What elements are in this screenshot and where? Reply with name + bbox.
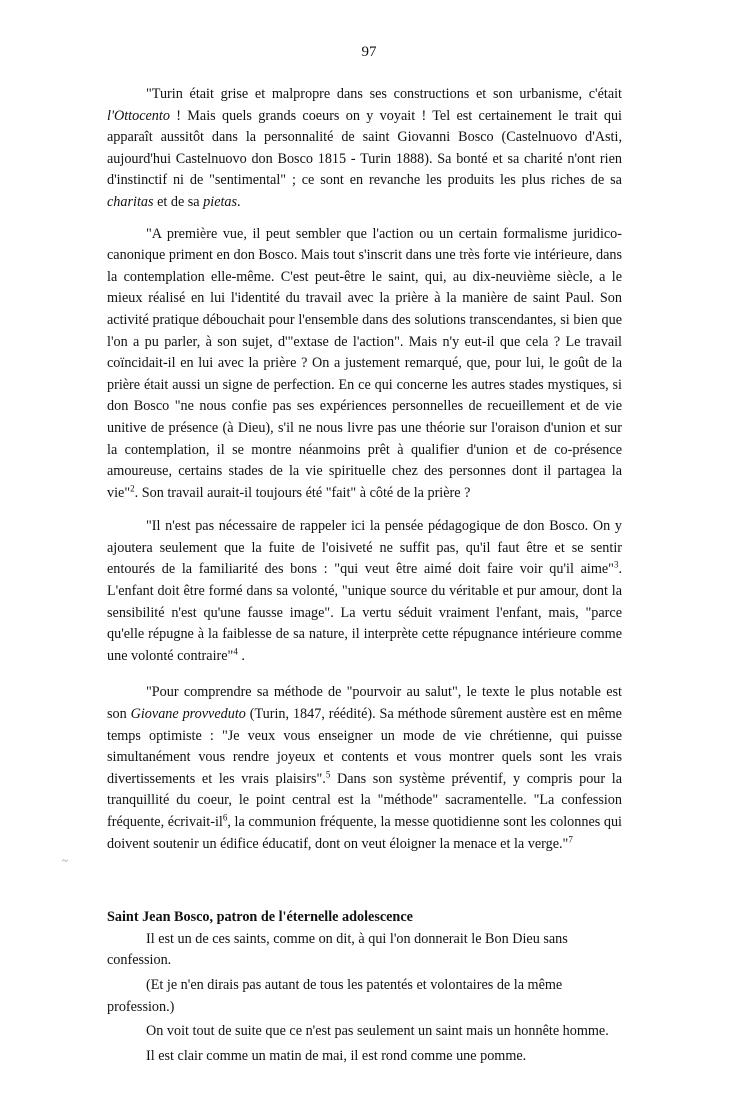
- paragraph-quote-method: [107, 682, 622, 855]
- italic-run: charitas: [107, 193, 154, 210]
- margin-mark: ~: [62, 855, 68, 867]
- paragraph-quote-pedagogy: [107, 516, 622, 667]
- paragraph-quote-turin: [107, 84, 622, 214]
- section-heading: Saint Jean Bosco, patron de l'éternelle adolescence: [107, 909, 413, 926]
- footnote-ref: 6: [222, 812, 228, 823]
- footnote-ref: 2: [130, 482, 135, 493]
- verse-line: Il est clair comme un matin de mai, il est rond comme une pomme.: [146, 1047, 527, 1064]
- italic-run: Giovane provveduto: [130, 706, 246, 723]
- text-run: "Turin était grise et malpropre dans ses constructions et son urbanisme, c'était: [146, 86, 622, 102]
- text-run: .: [237, 193, 241, 210]
- text-run: "Pour comprendre sa méthode de "pourvoir au salut", le texte le plus notable est son: [107, 684, 622, 723]
- verse-line: On voit tout de suite que ce n'est pas seulement un saint mais un honnête homme.: [146, 1023, 609, 1040]
- body-text: [107, 84, 622, 1067]
- text-run: .: [237, 647, 245, 664]
- verse-line: Il est un de ces saints, comme on dit, à qui l'on donnerait le Bon Dieu sans confession.: [107, 930, 568, 969]
- italic-run: pietas: [203, 193, 238, 210]
- text-run: . Son travail aurait-il toujours été "fait" à côté de la prière ?: [134, 484, 471, 501]
- footnote-ref: 4: [233, 646, 238, 657]
- verse-line: (Et je n'en dirais pas autant de tous les patentés et volontaires de la même profession.): [107, 976, 563, 1015]
- text-run: Dans son système préventif, y compris pour la tranquillité du coeur, le point central est la "méthode" sacramentelle. "La confession fréquente, écrivait-il: [107, 770, 623, 830]
- italic-run: l'Ottocento: [107, 107, 170, 124]
- text-run: (Turin, 1847, réédité). Sa méthode sûrement austère est en même temps optimiste : "Je veux vous enseigner un mode de vie chrétienne, qui puisse simultanément vous rendre joyeux et contents et vous montrer quels sont les vrais divertissements et les vrais plaisirs".: [107, 706, 622, 787]
- text-run: "Il n'est pas nécessaire de rappeler ici la pensée pédagogique de don Bosco. On y ajoutera seulement que la fuite de l'oisiveté ne suffit pas, qu'il faut être et se sentir entourés de la familiarité des bons : "qui veut être aimé doit faire voir qu'il aime": [107, 518, 622, 578]
- paragraph-quote-contemplation: [107, 224, 622, 505]
- text-run: ! Mais quels grands coeurs on y voyait ! Tel est certainement le trait qui apparaît aussitôt dans la personnalité de saint Giovanni Bosco (Castelnuovo d'Asti, aujourd'hui Castelnuovo don Bosco 1815 - Turin 1888). Sa bonté et sa charité n'ont rien d'instinctif ni de "sentimental" ; ce sont en revanche les produits les plus riches de sa: [107, 107, 622, 189]
- footnote-ref: 7: [568, 833, 573, 844]
- text-run: "A première vue, il peut sembler que l'action ou un certain formalisme juridico-canonique priment en don Bosco. Mais tout s'inscrit dans une très forte vie intérieure, dans la contemplation elle-même. C'est peut-être le saint, qui, au dix-neuvième siècle, a le mieux réalisé en lui l'identité du travail avec la prière à la manière de saint Paul. Son activité pratique débouchait pour l'ensemble dans des solutions transcendantes, si bien que l'on a pu parler, à son sujet, d'"extase de l'action". Mais n'y eut-il que cela ? Le travail coïncidait-il en lui avec la prière ? On a justement remarqué, que, pour lui, le goût de la prière était aussi un signe de perfection. En ce qui concerne les autres stades mystiques, si don Bosco "ne nous confie pas ses expériences personnelles de recueillement et de vie unitive de présence (à Dieu), s'il ne nous livre pas une théorie sur l'oraison d'union et sur la contemplation, il se montre néanmoins prêt à qualifier d'union et de co-présence amoureuse, certains stades de la vie spirituelle chez des personnes dont il partagea la vie": [107, 225, 622, 501]
- text-run: , la communion fréquente, la messe quotidienne sont les colonnes qui doivent soutenir un édifice éducatif, dont on veut éloigner la menace et la verge.": [107, 814, 622, 852]
- footnote-ref: 3: [613, 559, 619, 570]
- text-run: . L'enfant doit être formé dans sa volonté, "unique source du véritable et pur amour, dont la sensibilité n'est qu'une fausse image". La vertu séduit vraiment l'enfant, mais, "parce qu'elle répugne à la faiblesse de sa nature, il interprète cette répugnance intérieure comme une volonté contraire": [107, 561, 622, 664]
- footnote-ref: 5: [325, 769, 331, 780]
- text-run: et de sa: [153, 193, 204, 210]
- page-number: 97: [361, 44, 377, 60]
